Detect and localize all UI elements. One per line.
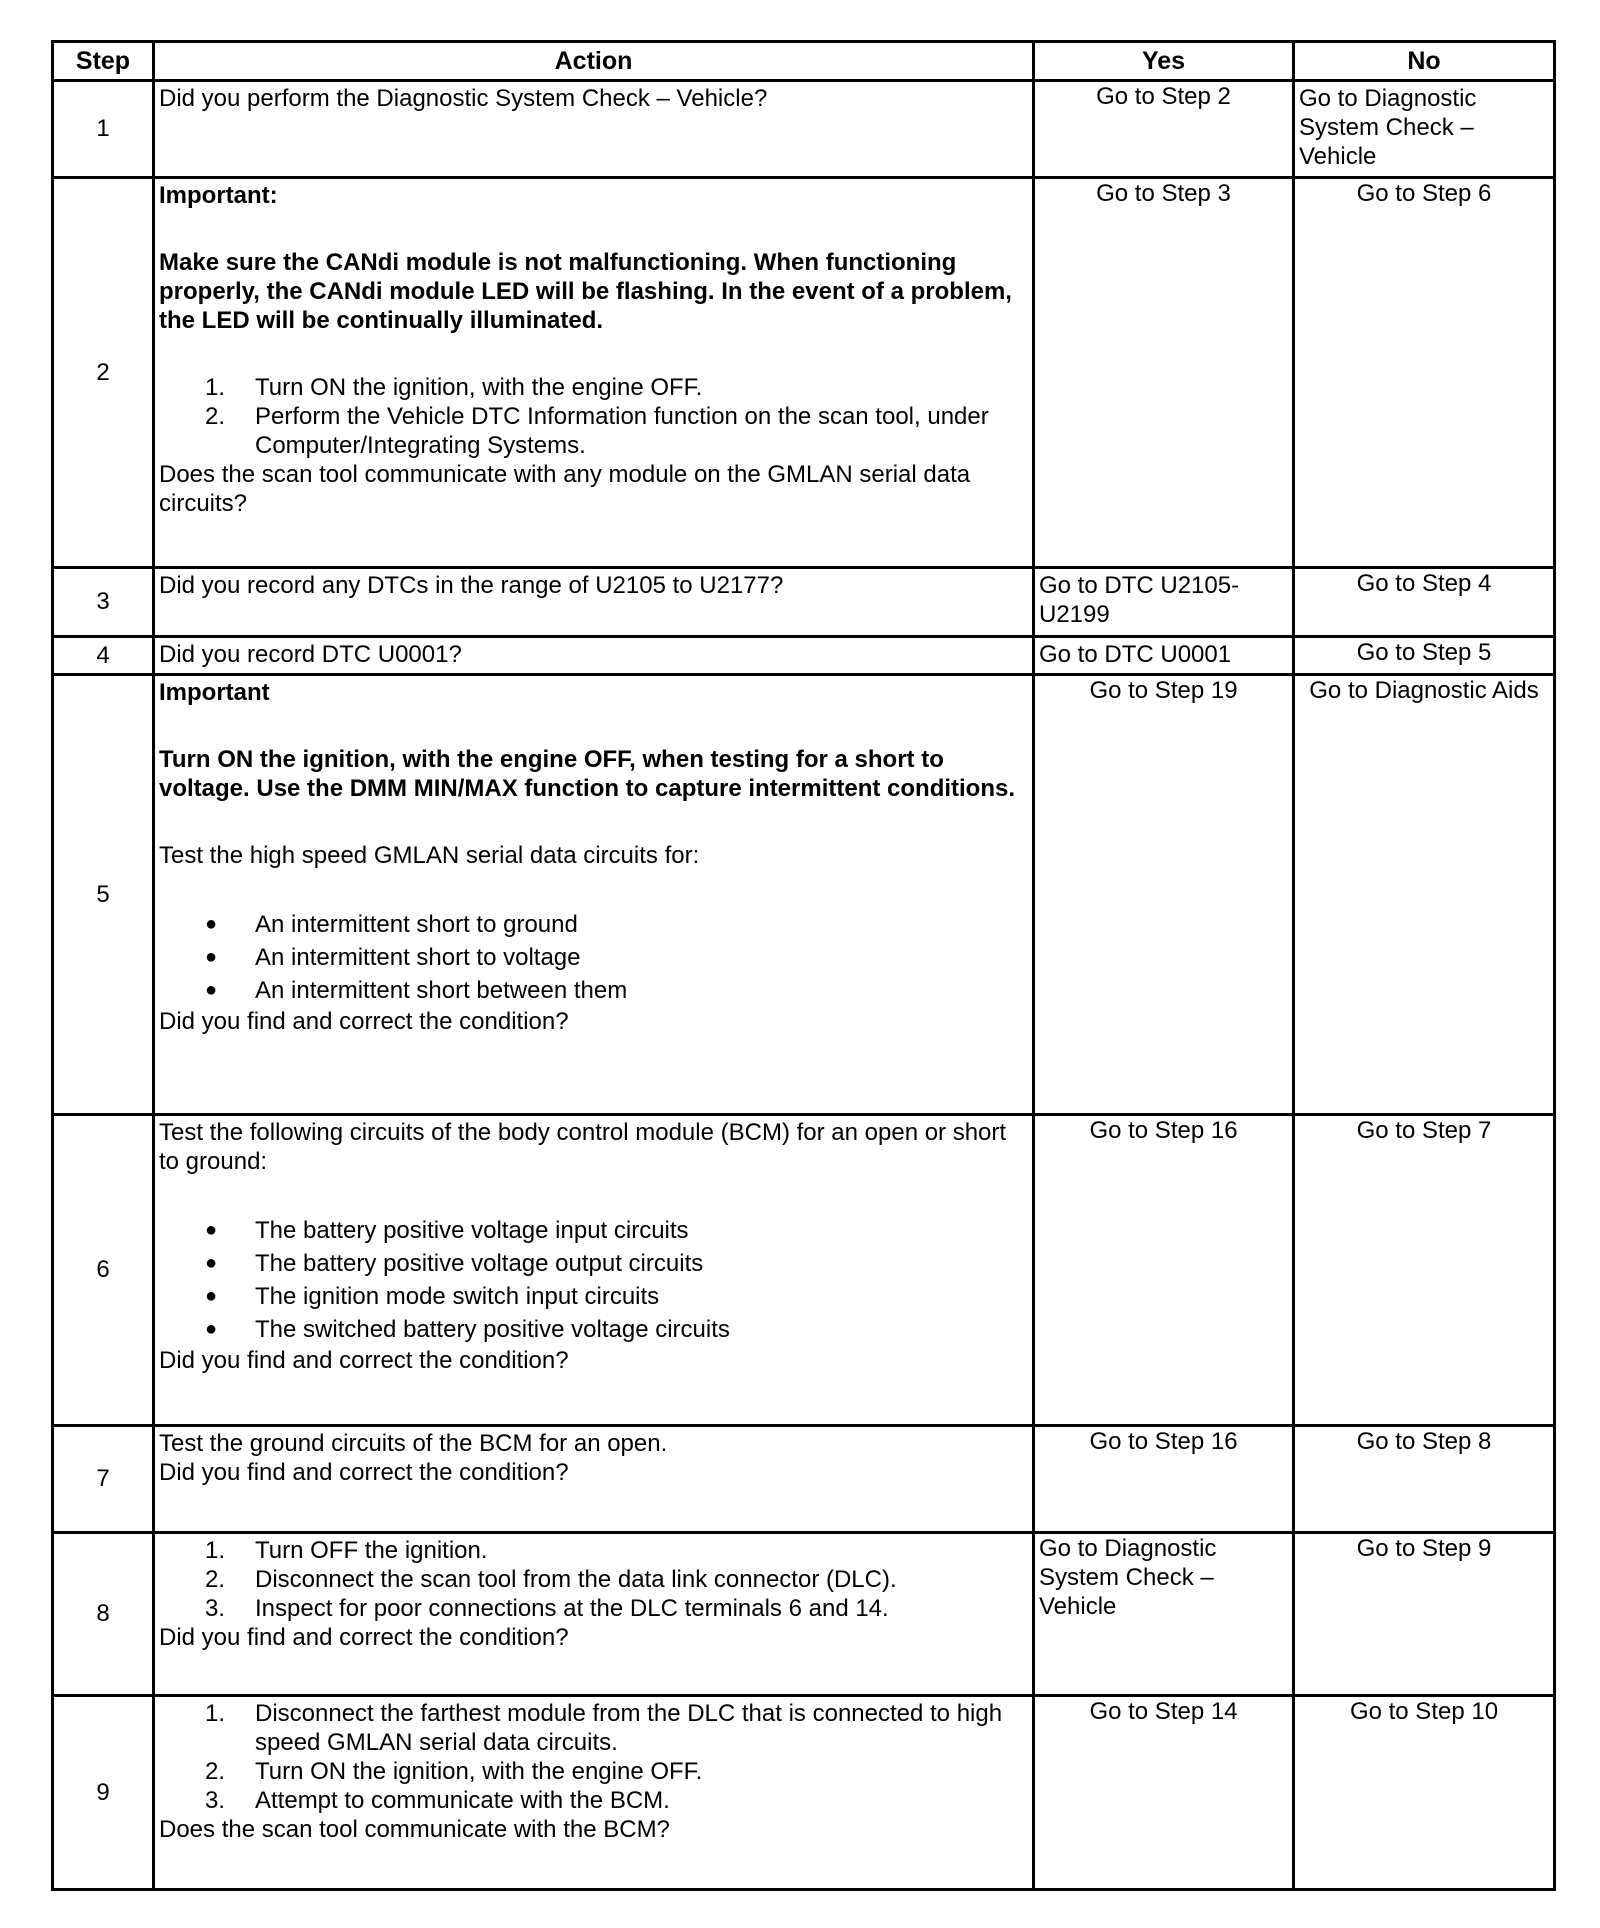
yes-cell bbox=[1034, 568, 1294, 637]
action-question: Did you record any DTCs in the range of U2105 to U2177? bbox=[159, 572, 784, 599]
bullet-icon: ● bbox=[205, 1285, 218, 1307]
list-item: ● The battery positive voltage output circuits bbox=[159, 1247, 1028, 1280]
list-item: 1. Turn OFF the ignition. bbox=[205, 1537, 488, 1564]
action-question: Does the scan tool communicate with the BCM? bbox=[159, 1816, 670, 1843]
list-item: ● An intermittent short to voltage bbox=[159, 941, 1028, 974]
table-row bbox=[53, 178, 1555, 568]
no-cell bbox=[1294, 1533, 1555, 1696]
table-row bbox=[53, 1533, 1555, 1696]
step-number: 4 bbox=[53, 637, 154, 675]
list-item: 3. Attempt to communicate with the BCM. bbox=[205, 1787, 670, 1814]
no-cell bbox=[1294, 1115, 1555, 1426]
action-question: Did you record DTC U0001? bbox=[159, 641, 462, 668]
list-item: ● The ignition mode switch input circuits bbox=[159, 1280, 1028, 1313]
no-cell bbox=[1294, 637, 1555, 675]
table-header-row bbox=[53, 42, 1555, 81]
table-row bbox=[53, 1115, 1555, 1426]
action-cell bbox=[154, 1696, 1034, 1890]
bullet-list bbox=[159, 908, 1028, 1007]
list-item: ● The switched battery positive voltage circuits bbox=[159, 1313, 1028, 1346]
no-cell bbox=[1294, 568, 1555, 637]
yes-cell bbox=[1034, 675, 1294, 1115]
action-question: Did you perform the Diagnostic System Check – Vehicle? bbox=[159, 85, 768, 112]
bullet-icon: ● bbox=[205, 1318, 218, 1340]
important-note: Turn ON the ignition, with the engine OFF, when testing for a short to voltage. Use the DMM MIN/MAX function to capture intermittent conditions. bbox=[159, 746, 1016, 802]
action-question: Did you find and correct the condition? bbox=[159, 1347, 569, 1374]
no-cell bbox=[1294, 1696, 1555, 1890]
action-cell bbox=[154, 1533, 1034, 1696]
yes-link[interactable]: Go to Step 19 bbox=[1089, 677, 1238, 704]
action-intro: Test the ground circuits of the BCM for an open. bbox=[159, 1430, 668, 1457]
procedure-list bbox=[159, 1536, 1028, 1623]
no-link[interactable]: Go to Step 9 bbox=[1356, 1535, 1492, 1562]
no-cell bbox=[1294, 675, 1555, 1115]
no-cell bbox=[1294, 1426, 1555, 1533]
action-intro: Test the following circuits of the body control module (BCM) for an open or short to ground: bbox=[159, 1119, 1007, 1175]
list-item: 2. Disconnect the scan tool from the data link connector (DLC). bbox=[205, 1566, 897, 1593]
yes-cell bbox=[1034, 1426, 1294, 1533]
no-link[interactable]: Go to Step 7 bbox=[1356, 1117, 1492, 1144]
action-intro: Test the high speed GMLAN serial data circuits for: bbox=[159, 842, 700, 869]
no-cell bbox=[1294, 178, 1555, 568]
yes-cell bbox=[1034, 1696, 1294, 1890]
step-number: 3 bbox=[53, 568, 154, 637]
yes-cell bbox=[1034, 178, 1294, 568]
no-link[interactable]: Go to Step 6 bbox=[1356, 180, 1492, 207]
list-item: 1. Turn ON the ignition, with the engine OFF. bbox=[205, 374, 703, 401]
action-question: Did you find and correct the condition? bbox=[159, 1459, 569, 1486]
action-cell bbox=[154, 178, 1034, 568]
table-row bbox=[53, 568, 1555, 637]
action-cell bbox=[154, 1115, 1034, 1426]
no-cell bbox=[1294, 81, 1555, 178]
table-row bbox=[53, 81, 1555, 178]
action-cell bbox=[154, 1426, 1034, 1533]
bullet-icon: ● bbox=[205, 946, 218, 968]
step-number: 6 bbox=[53, 1115, 154, 1426]
action-question: Did you find and correct the condition? bbox=[159, 1624, 569, 1651]
step-number: 9 bbox=[53, 1696, 154, 1890]
yes-link[interactable]: Go to Diagnostic System Check – Vehicle bbox=[1039, 1535, 1217, 1620]
list-item: ● An intermittent short to ground bbox=[159, 908, 1028, 941]
step-number: 8 bbox=[53, 1533, 154, 1696]
no-link[interactable]: Go to Step 5 bbox=[1356, 639, 1492, 666]
important-label: Important: bbox=[159, 182, 278, 209]
no-link[interactable]: Go to Diagnostic Aids bbox=[1309, 677, 1539, 704]
bullet-icon: ● bbox=[205, 1252, 218, 1274]
bullet-icon: ● bbox=[205, 1219, 218, 1241]
yes-link[interactable]: Go to Step 14 bbox=[1089, 1698, 1238, 1725]
yes-link[interactable]: Go to Step 3 bbox=[1096, 180, 1231, 207]
table-row bbox=[53, 675, 1555, 1115]
yes-cell bbox=[1034, 1115, 1294, 1426]
list-item: 1. Disconnect the farthest module from the DLC that is connected to high speed GMLAN serial data circuits. bbox=[205, 1700, 1003, 1756]
step-number: 2 bbox=[53, 178, 154, 568]
bullet-icon: ● bbox=[205, 913, 218, 935]
diagnostic-table bbox=[51, 40, 1556, 1891]
yes-link[interactable]: Go to Step 16 bbox=[1089, 1117, 1238, 1144]
list-item: ● An intermittent short between them bbox=[159, 974, 1028, 1007]
step-number: 7 bbox=[53, 1426, 154, 1533]
no-link[interactable]: Go to Diagnostic System Check – Vehicle bbox=[1299, 85, 1477, 170]
no-link[interactable]: Go to Step 4 bbox=[1356, 570, 1492, 597]
yes-cell bbox=[1034, 1533, 1294, 1696]
yes-link[interactable]: Go to Step 2 bbox=[1096, 83, 1231, 110]
procedure-list bbox=[159, 1699, 1028, 1815]
step-number: 5 bbox=[53, 675, 154, 1115]
action-question: Did you find and correct the condition? bbox=[159, 1008, 569, 1035]
no-link[interactable]: Go to Step 10 bbox=[1349, 1698, 1499, 1725]
bullet-icon: ● bbox=[205, 979, 218, 1001]
important-label: Important bbox=[159, 679, 270, 706]
action-cell bbox=[154, 675, 1034, 1115]
header-yes: Yes bbox=[1034, 42, 1294, 81]
action-question: Does the scan tool communicate with any module on the GMLAN serial data circuits? bbox=[159, 461, 971, 517]
header-no: No bbox=[1294, 42, 1555, 81]
procedure-list bbox=[159, 373, 1028, 460]
yes-link[interactable]: Go to DTC U2105-U2199 bbox=[1039, 572, 1240, 628]
step-number: 1 bbox=[53, 81, 154, 178]
action-cell bbox=[154, 637, 1034, 675]
no-link[interactable]: Go to Step 8 bbox=[1356, 1428, 1492, 1455]
action-cell bbox=[154, 81, 1034, 178]
header-action: Action bbox=[154, 42, 1034, 81]
list-item: 2. Perform the Vehicle DTC Information function on the scan tool, under Computer/Integrating Systems. bbox=[205, 403, 989, 459]
yes-cell bbox=[1034, 637, 1294, 675]
table-row bbox=[53, 1426, 1555, 1533]
list-item: 3. Inspect for poor connections at the DLC terminals 6 and 14. bbox=[205, 1595, 889, 1622]
bullet-list bbox=[159, 1214, 1028, 1346]
yes-link[interactable]: Go to Step 16 bbox=[1089, 1428, 1238, 1455]
important-note: Make sure the CANdi module is not malfunctioning. When functioning properly, the CANdi module LED will be flashing. In the event of a problem, the LED will be continually illuminated. bbox=[159, 249, 1012, 334]
yes-cell bbox=[1034, 81, 1294, 178]
list-item: ● The battery positive voltage input circuits bbox=[159, 1214, 1028, 1247]
table-row bbox=[53, 637, 1555, 675]
header-step: Step bbox=[53, 42, 154, 81]
action-cell bbox=[154, 568, 1034, 637]
yes-link[interactable]: Go to DTC U0001 bbox=[1039, 641, 1232, 668]
list-item: 2. Turn ON the ignition, with the engine OFF. bbox=[205, 1758, 703, 1785]
table-row bbox=[53, 1696, 1555, 1890]
